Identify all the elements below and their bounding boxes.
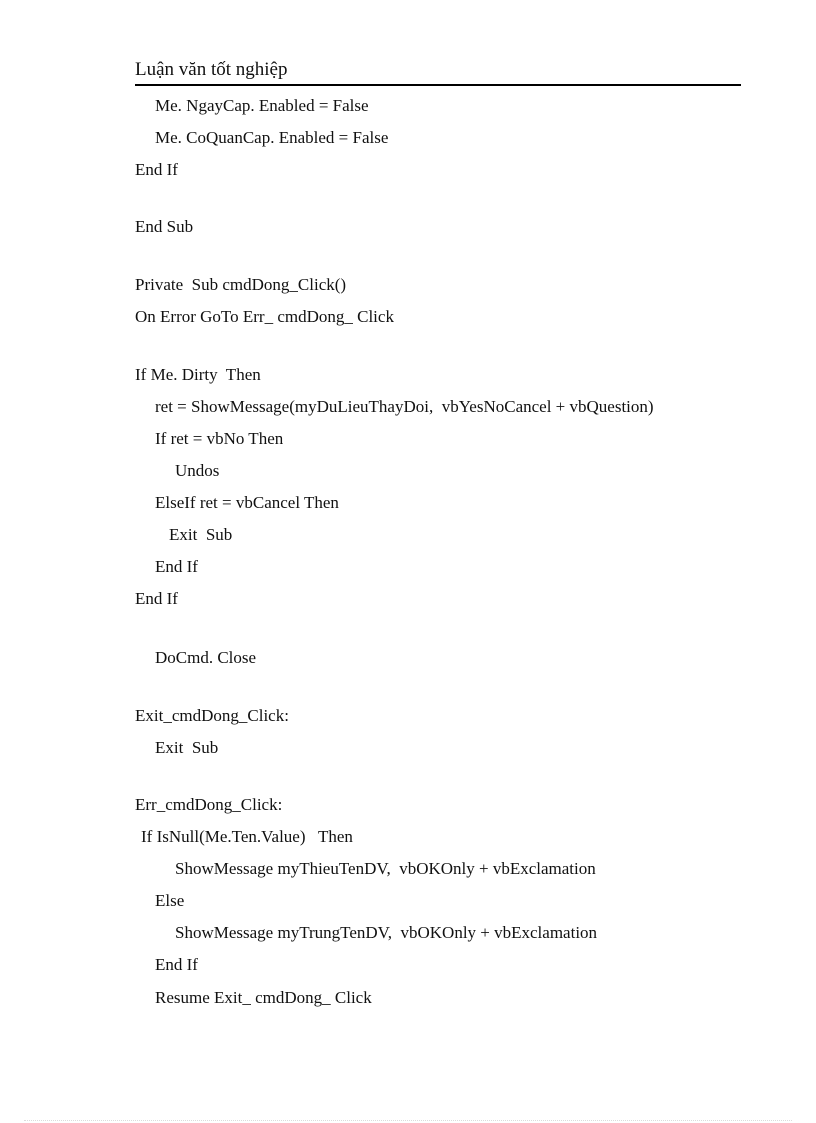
code-line: Private Sub cmdDong_Click()	[135, 275, 347, 294]
code-line: Undos	[175, 461, 220, 480]
code-line: Exit_cmdDong_Click:	[135, 706, 289, 725]
code-line: DoCmd. Close	[155, 648, 257, 667]
code-line: Err_cmdDong_Click:	[135, 795, 283, 814]
code-line: End If	[135, 589, 178, 608]
code-line: ShowMessage myThieuTenDV, vbOKOnly + vbExclamation	[175, 859, 596, 878]
code-line: On Error GoTo Err_ cmdDong_ Click	[135, 307, 394, 326]
code-line: If Me. Dirty Then	[135, 365, 261, 384]
code-line: Me. NgayCap. Enabled = False	[155, 96, 369, 115]
code-line: End If	[155, 557, 198, 576]
page-bottom-divider	[24, 1120, 792, 1121]
code-line: ShowMessage myTrungTenDV, vbOKOnly + vbExclamation	[175, 923, 598, 942]
code-line: Resume Exit_ cmdDong_ Click	[155, 988, 372, 1007]
code-line: End Sub	[135, 217, 194, 236]
code-line: Exit Sub	[169, 525, 233, 544]
code-line: Me. CoQuanCap. Enabled = False	[155, 128, 389, 147]
page-header-title: Luận văn tốt nghiệp	[135, 59, 288, 80]
code-line: If IsNull(Me.Ten.Value) Then	[141, 827, 353, 846]
code-line: End If	[135, 160, 178, 179]
code-line: End If	[155, 955, 198, 974]
code-line: ElseIf ret = vbCancel Then	[155, 493, 339, 512]
code-line: If ret = vbNo Then	[155, 429, 284, 448]
page-header	[135, 58, 741, 86]
code-line: Else	[155, 891, 185, 910]
code-line: Exit Sub	[155, 738, 219, 757]
code-line: ret = ShowMessage(myDuLieuThayDoi, vbYesNoCancel + vbQuestion)	[155, 397, 654, 416]
